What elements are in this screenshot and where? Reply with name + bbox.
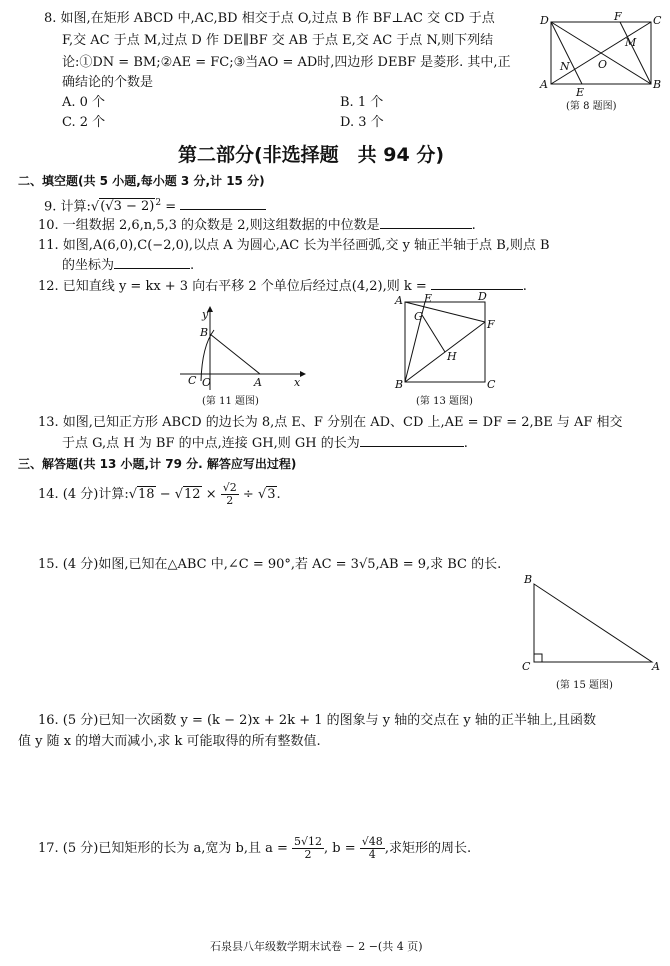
q8-label-d: D — [540, 14, 549, 27]
q17-prefix: 17. (5 分)已知矩形的长为 a,宽为 b,且 a = — [38, 841, 288, 856]
q14-fraction — [221, 482, 239, 507]
q12-answer-blank — [431, 277, 523, 290]
q17-a-denominator: 2 — [304, 848, 312, 861]
q8-line-4: 确结论的个数是 — [62, 75, 154, 90]
q14-prefix: 14. (4 分)计算: — [38, 487, 129, 502]
q14-end: . — [276, 487, 281, 502]
q8-option-b: B. 1 个 — [340, 95, 384, 110]
q11-figure-caption: (第 11 题图) — [202, 396, 259, 407]
q13-label-c: C — [487, 378, 496, 391]
q14-radicand-18: 18 — [138, 487, 155, 502]
q8-figure — [538, 12, 663, 97]
q13-line-2-text: 于点 G,点 H 为 BF 的中点,连接 GH,则 GH 的长为 — [62, 436, 360, 451]
q11-label-x: x — [294, 376, 301, 389]
q9-prefix: 9. 计算: — [44, 199, 91, 215]
q15-figure — [520, 574, 660, 674]
q15-text: 15. (4 分)如图,已知在△ABC 中,∠C = 90°,若 AC = 3√5,AB = 9,求 BC 的长. — [38, 557, 502, 572]
q12-text: 12. 已知直线 y = kx + 3 向右平移 2 个单位后经过点(4,2),则 k = — [38, 279, 427, 294]
q8-label-e: E — [576, 86, 585, 99]
q8-label-c: C — [653, 14, 662, 27]
q14-times: × — [201, 487, 221, 502]
q11-line-2-text: 的坐标为 — [62, 258, 115, 273]
q10-answer-blank — [380, 216, 472, 229]
q11-label-y: y — [202, 308, 209, 321]
q9-equals: = — [161, 199, 181, 215]
q8-label-m: M — [625, 36, 637, 49]
q15-label-c: C — [522, 660, 531, 673]
q11-figure — [176, 306, 306, 390]
q10 — [38, 216, 476, 235]
q8-label-f: F — [614, 10, 622, 23]
q11-label-o: O — [202, 376, 212, 389]
q9-exponent: 2 — [155, 198, 162, 208]
q13-answer-blank — [360, 434, 464, 447]
q11-label-c: C — [188, 374, 197, 387]
sqrt-symbol: √ — [90, 199, 100, 215]
x-axis-arrow — [300, 371, 306, 377]
q14-radicand-12: 12 — [184, 487, 201, 502]
q8-label-o: O — [598, 58, 608, 71]
q13-end: . — [463, 436, 468, 451]
q11-label-b: B — [200, 326, 209, 339]
q14-fraction-numerator: √2 — [222, 481, 237, 494]
q17-b-numerator: √48 — [361, 835, 383, 848]
q13-label-h: H — [447, 350, 457, 363]
q17-mid: , b = — [324, 841, 356, 856]
page-footer: 石泉县八年级数学期末试卷 − 2 −(共 4 页) — [210, 940, 423, 953]
q13-label-d: D — [478, 290, 487, 303]
q8-figure-caption: (第 8 题图) — [566, 101, 617, 112]
q14-radicand-3: 3 — [267, 487, 276, 502]
q15-label-a: A — [652, 660, 660, 673]
q17-a-fraction — [292, 836, 324, 861]
part-two-title: 第二部分(非选择题 共 94 分) — [178, 144, 445, 166]
q11-answer-blank — [114, 256, 190, 269]
q8-label-a: A — [540, 78, 548, 91]
q15-figure-caption: (第 15 题图) — [556, 680, 613, 691]
section-two-heading: 二、填空题(共 5 小题,每小题 3 分,计 15 分) — [18, 174, 265, 188]
q17-a-numerator: 5√12 — [294, 835, 323, 848]
q9-radicand: (√3 − 2) — [100, 199, 155, 215]
q11-line-2 — [62, 256, 194, 275]
q13-label-a: A — [395, 294, 403, 307]
q17-b-fraction — [360, 836, 385, 861]
q16-line-1: 16. (5 分)已知一次函数 y = (k − 2)x + 2k + 1 的图象与 y 轴的交点在 y 轴的正半轴上,且函数 — [38, 713, 596, 728]
q8-line-1: 8. 如图,在矩形 ABCD 中,AC,BD 相交于点 O,过点 B 作 BF⊥AC 交 CD 于点 — [44, 11, 495, 26]
q8-option-c: C. 2 个 — [62, 115, 106, 130]
q12-end: . — [522, 279, 527, 294]
q8-label-b: B — [653, 78, 662, 91]
q9-answer-blank — [180, 197, 266, 210]
q13-segment-gh — [422, 315, 445, 352]
q11-line-1: 11. 如图,A(6,0),C(−2,0),以点 A 为圆心,AC 长为半径画弧,交 y 轴正半轴于点 B,则点 B — [38, 238, 550, 253]
q8-option-d: D. 3 个 — [340, 115, 384, 130]
q13-label-e: E — [424, 292, 433, 305]
q13-line-2 — [62, 434, 468, 453]
q8-option-a: A. 0 个 — [62, 95, 106, 110]
q10-text: 10. 一组数据 2,6,n,5,3 的众数是 2,则这组数据的中位数是 — [38, 218, 380, 233]
q10-end: . — [471, 218, 476, 233]
q13-line-1: 13. 如图,已知正方形 ABCD 的边长为 8,点 E、F 分别在 AD、CD 上,AE = DF = 2,BE 与 AF 相交 — [38, 415, 623, 430]
q13-label-g: G — [414, 310, 423, 323]
q8-label-n: N — [560, 60, 570, 73]
section-three-heading: 三、解答题(共 13 小题,计 79 分. 解答应写出过程) — [18, 457, 297, 471]
q9 — [44, 194, 266, 216]
q17-suffix: ,求矩形的周长. — [384, 841, 472, 856]
q15-right-angle-mark — [534, 654, 542, 662]
q11-label-a: A — [254, 376, 262, 389]
q17-b-denominator: 4 — [368, 848, 376, 861]
q13-figure — [392, 292, 496, 392]
q13-figure-caption: (第 13 题图) — [416, 396, 473, 407]
q14-fraction-denominator: 2 — [226, 494, 234, 507]
q11-segment-ab — [210, 334, 260, 374]
q14-divide: ÷ — [238, 487, 258, 502]
q13-label-b: B — [395, 378, 404, 391]
q8-line-3: 论:①DN = BM;②AE = FC;③当AO = AD时,四边形 DEBF 是菱形. 其中,正 — [62, 55, 511, 70]
q16-line-2: 值 y 随 x 的增大而减小,求 k 可能取得的所有整数值. — [18, 734, 321, 749]
q8-line-2: F,交 AC 于点 M,过点 D 作 DE∥BF 交 AB 于点 E,交 AC 于点 N,则下列结 — [62, 33, 494, 48]
q14: 14. (4 分)计算:√18 − √12 × $\frac{√2}{2}$ ÷ √3. — [38, 481, 281, 507]
q11-end: . — [190, 258, 195, 273]
q15-triangle — [534, 584, 652, 662]
q15-label-b: B — [524, 573, 533, 586]
q17 — [38, 832, 471, 866]
q13-label-f: F — [487, 318, 495, 331]
